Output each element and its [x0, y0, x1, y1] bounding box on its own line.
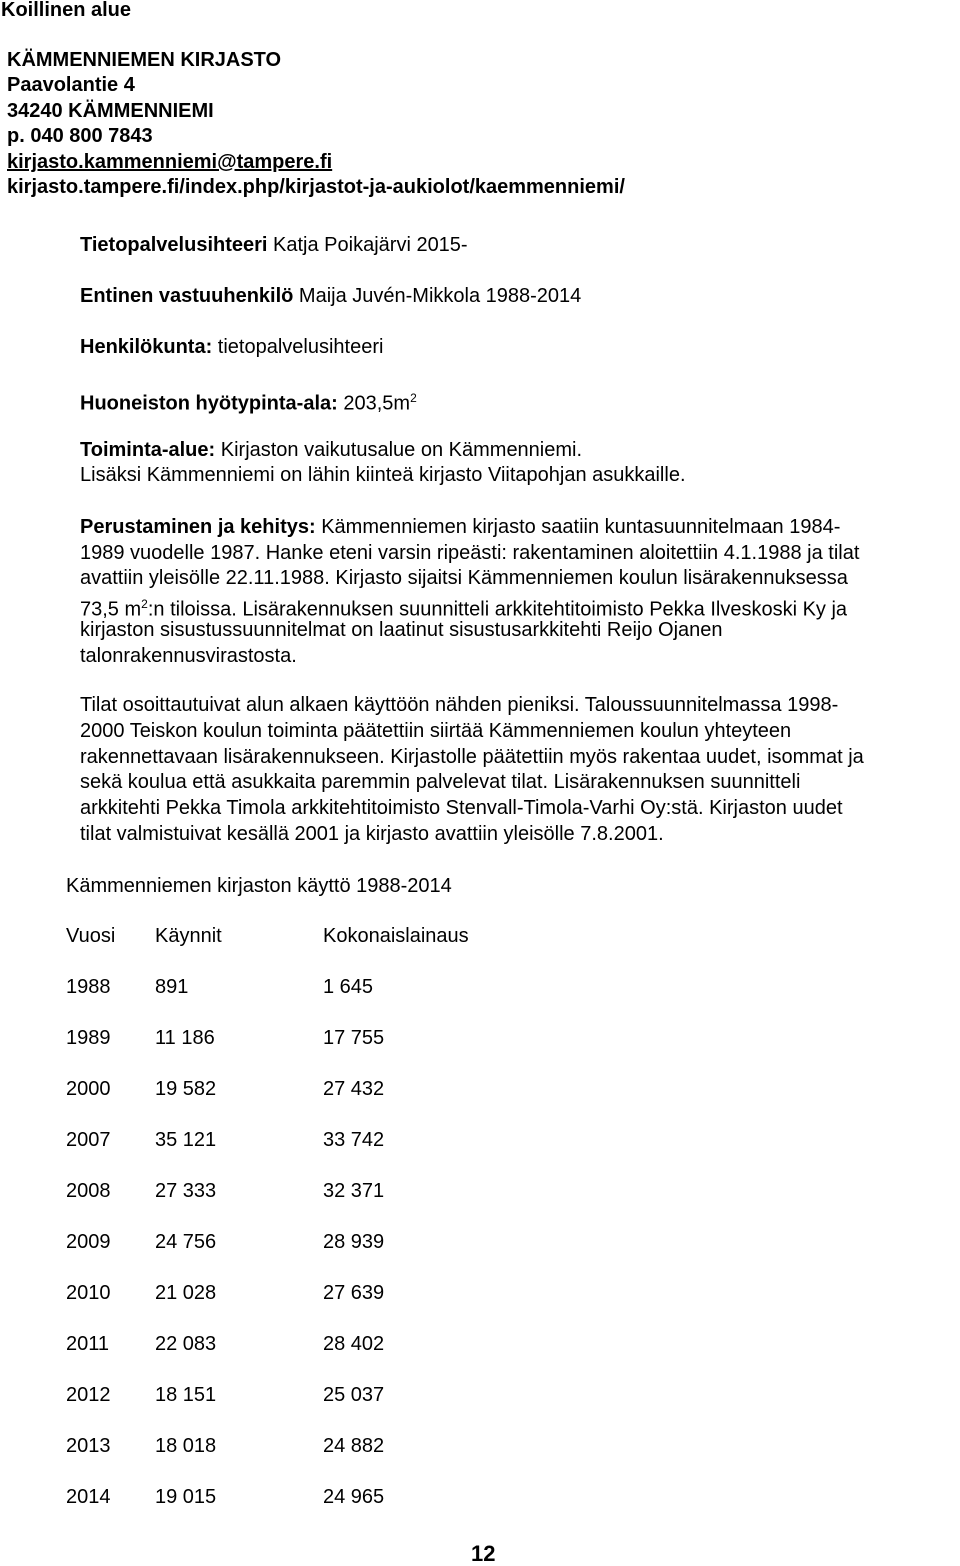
cell-loans: 27 432 — [323, 1078, 385, 1100]
cell-year: 2008 — [66, 1180, 111, 1202]
staff-personnel-label: Henkilökunta: — [80, 336, 213, 358]
staff-info-value: Katja Poikajärvi 2015- — [267, 234, 468, 256]
staff-former-line — [80, 284, 581, 308]
cell-year: 2007 — [66, 1129, 111, 1151]
cell-visits: 35 121 — [155, 1129, 217, 1151]
cell-year: 2012 — [66, 1384, 111, 1406]
operating-area-line1 — [80, 438, 582, 462]
area-superscript: 2 — [410, 391, 417, 405]
library-email-link[interactable]: kirjasto.kammenniemi@tampere.fi — [7, 151, 333, 173]
staff-personnel-line — [80, 335, 383, 359]
cell-visits: 891 — [155, 976, 189, 998]
library-name: KÄMMENNIEMEN KIRJASTO — [7, 49, 282, 71]
cell-loans: 28 939 — [323, 1231, 385, 1253]
cell-loans: 25 037 — [323, 1384, 385, 1406]
facilities-line2: 2000 Teiskon koulun toiminta päätettiin siirtää Kämmenniemen koulun yhteyteen — [80, 720, 792, 742]
cell-year: 2014 — [66, 1486, 111, 1508]
cell-year: 1989 — [66, 1027, 111, 1049]
cell-loans: 28 402 — [323, 1333, 385, 1355]
header-loans: Kokonaislainaus — [323, 925, 469, 947]
cell-visits: 19 582 — [155, 1078, 217, 1100]
operating-area-label: Toiminta-alue: — [80, 439, 216, 461]
history-label: Perustaminen ja kehitys: — [80, 516, 316, 538]
staff-former-label: Entinen vastuuhenkilö — [80, 285, 294, 307]
cell-loans: 24 882 — [323, 1435, 385, 1457]
facilities-line3: rakennettavaan lisärakennukseen. Kirjastolle päätettiin myös rakentaa uudet, isommat ja — [80, 746, 864, 768]
library-phone: p. 040 800 7843 — [7, 125, 153, 147]
cell-year: 2009 — [66, 1231, 111, 1253]
cell-loans: 24 965 — [323, 1486, 385, 1508]
cell-loans: 33 742 — [323, 1129, 385, 1151]
cell-year: 2010 — [66, 1282, 111, 1304]
cell-visits: 22 083 — [155, 1333, 217, 1355]
area-line — [80, 386, 417, 416]
cell-visits: 21 028 — [155, 1282, 217, 1304]
history-line5: kirjaston sisustussuunnitelmat on laatinut sisustusarkkitehti Reijo Ojanen — [80, 619, 723, 641]
operating-area-text1: Kirjaston vaikutusalue on Kämmenniemi. — [215, 439, 583, 461]
page-number: 12 — [471, 1541, 496, 1566]
library-postal: 34240 KÄMMENNIEMI — [7, 100, 214, 122]
facilities-line1: Tilat osoittautuivat alun alkaen käyttöön nähden pieniksi. Taloussuunnitelmassa 1998- — [80, 694, 839, 716]
usage-title: Kämmenniemen kirjaston käyttö 1988-2014 — [66, 875, 452, 897]
cell-visits: 27 333 — [155, 1180, 217, 1202]
history-line6: talonrakennusvirastosta. — [80, 645, 297, 667]
cell-year: 2013 — [66, 1435, 111, 1457]
history-line2: 1989 vuodelle 1987. Hanke eteni varsin ripeästi: rakentaminen aloitettiin 4.1.1988 ja tilat — [80, 542, 860, 564]
region-heading: Koillinen alue — [1, 0, 132, 21]
cell-year: 2000 — [66, 1078, 111, 1100]
cell-loans: 1 645 — [323, 976, 374, 998]
cell-year: 2011 — [66, 1333, 110, 1355]
header-visits: Käynnit — [155, 925, 222, 947]
area-value: 203,5m — [337, 392, 411, 415]
cell-loans: 17 755 — [323, 1027, 385, 1049]
cell-year: 1988 — [66, 976, 111, 998]
history-line1 — [80, 515, 840, 539]
cell-visits: 11 186 — [155, 1027, 215, 1049]
staff-info-label: Tietopalvelusihteeri — [80, 234, 268, 256]
header-year: Vuosi — [66, 925, 116, 947]
staff-info-line — [80, 233, 468, 257]
cell-visits: 24 756 — [155, 1231, 217, 1253]
cell-visits: 18 151 — [155, 1384, 217, 1406]
facilities-line6: tilat valmistuivat kesällä 2001 ja kirjasto avattiin yleisölle 7.8.2001. — [80, 823, 664, 845]
area-label: Huoneiston hyötypinta-ala: — [80, 392, 338, 415]
library-street: Paavolantie 4 — [7, 74, 135, 96]
cell-loans: 32 371 — [323, 1180, 385, 1202]
cell-visits: 18 018 — [155, 1435, 217, 1457]
history-text4a: 73,5 m — [80, 598, 142, 621]
operating-area-line2: Lisäksi Kämmenniemi on lähin kiinteä kirjasto Viitapohjan asukkaille. — [80, 464, 686, 486]
cell-loans: 27 639 — [323, 1282, 385, 1304]
staff-former-value: Maija Juvén-Mikkola 1988-2014 — [293, 285, 582, 307]
library-url: kirjasto.tampere.fi/index.php/kirjastot-ja-aukiolot/kaemmenniemi/ — [7, 176, 625, 198]
history-text4b: :n tiloissa. Lisärakennuksen suunnitteli arkkitehtitoimisto Pekka Ilveskoski Ky ja — [147, 598, 848, 621]
facilities-line4: sekä koulua että asukkaita paremmin palvelevat tilat. Lisärakennuksen suunnitteli — [80, 771, 801, 793]
history-superscript: 2 — [141, 597, 148, 611]
history-text1: Kämmenniemen kirjasto saatiin kuntasuunnitelmaan 1984- — [315, 516, 841, 538]
facilities-line5: arkkitehti Pekka Timola arkkitehtitoimisto Stenvall-Timola-Varhi Oy:stä. Kirjaston uudet — [80, 797, 843, 819]
staff-personnel-value: tietopalvelusihteeri — [212, 336, 384, 358]
history-line3: avattiin yleisölle 22.11.1988. Kirjasto sijaitsi Kämmenniemen koulun lisärakennuksessa — [80, 567, 848, 589]
cell-visits: 19 015 — [155, 1486, 217, 1508]
